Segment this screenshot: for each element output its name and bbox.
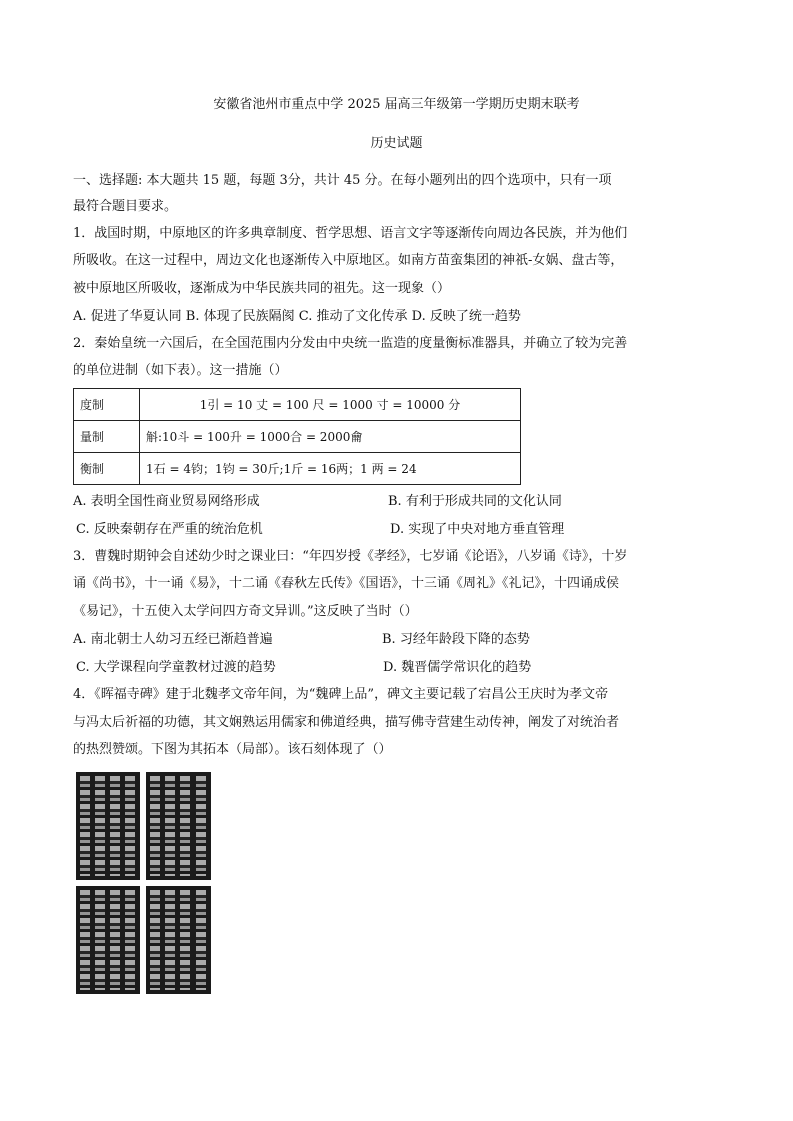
question-2-option-b: B. 有利于形成共同的文化认同 (388, 494, 562, 509)
table-cell-label: 衡制 (74, 453, 140, 485)
question-3-option-b: B. 习经年龄段下降的态势 (382, 632, 530, 647)
question-2-option-d: D. 实现了中央对地方垂直管理 (390, 522, 565, 537)
question-1-line-2: 所吸收。在这一过程中，周边文化也逐渐传入中原地区。如南方苗蛮集团的神祇-女娲、盘古等， (73, 253, 624, 268)
rubbing-panel (146, 886, 211, 994)
rubbing-panel (76, 772, 140, 880)
question-4-line-3: 的热烈赞颂。下图为其拓本（局部）。该石刻体现了（） (73, 742, 392, 757)
question-3-line-3: 《易记》，十五使入太学问四方奇文异训。”这反映了当时（） (73, 604, 418, 619)
question-1-line-3: 被中原地区所吸收，逐渐成为中华民族共同的祖先。这一现象（） (73, 281, 451, 296)
table-cell-value: 斛:10斗 = 100升 = 1000合 = 2000龠 (140, 421, 521, 453)
rubbing-panel (146, 772, 211, 880)
table-row (74, 421, 521, 453)
question-2-line-1: 2．秦始皇统一六国后，在全国范围内分发由中央统一监造的度量衡标准器具，并确立了较为完善 (73, 336, 628, 351)
question-2-option-a: A. 表明全国性商业贸易网络形成 (73, 494, 260, 509)
table-row (74, 389, 521, 421)
question-3-option-c: C. 大学课程向学童教材过渡的趋势 (76, 660, 276, 675)
question-2-line-2: 的单位进制（如下表）。这一措施（） (73, 363, 288, 378)
table-cell-label: 度制 (74, 389, 140, 421)
stele-rubbing-image (76, 772, 211, 994)
table-cell-label: 量制 (74, 421, 140, 453)
question-3-line-1: 3．曹魏时期钟会自述幼少时之课业曰：“年四岁授《孝经》，七岁诵《论语》，八岁诵《诗》，十岁 (73, 549, 628, 564)
question-4-line-2: 与冯太后祈福的功德，其文娴熟运用儒家和佛道经典，描写佛寺营建生动传神，阐发了对统治者 (73, 715, 620, 730)
section-intro-line-2: 最符合题目要求。 (73, 199, 178, 214)
question-3-line-2: 诵《尚书》，十一诵《易》，十二诵《春秋左氏传》《国语》，十三诵《周礼》《礼记》，十四诵成侯 (73, 576, 620, 591)
question-3-option-a: A. 南北朝士人幼习五经已渐趋普遍 (73, 632, 273, 647)
question-2-option-c: C. 反映秦朝存在严重的统治危机 (76, 522, 263, 537)
exam-subtitle: 历史试题 (370, 136, 423, 151)
question-4-line-1: 4．《晖福寺碑》建于北魏孝文帝年间，为“魏碑上品”，碑文主要记载了宕昌公王庆时为孝文帝 (73, 687, 609, 702)
table-cell-value: 1石 = 4钧；1钧 = 30斤;1斤 = 16两；1 两 = 24 (140, 453, 521, 485)
table-row (74, 453, 521, 485)
measurement-units-table (73, 388, 521, 485)
section-intro-line-1: 一、选择题: 本大题共 15 题，每题 3分，共计 45 分。在每小题列出的四个选项中，只有一项 (73, 173, 612, 188)
rubbing-panel (76, 886, 140, 994)
question-1-options: A. 促进了华夏认同 B. 体现了民族隔阂 C. 推动了文化传承 D. 反映了统一趋势 (73, 309, 521, 324)
question-3-option-d: D. 魏晋儒学常识化的趋势 (383, 660, 532, 675)
question-1-line-1: 1．战国时期，中原地区的许多典章制度、哲学思想、语言文字等逐渐传向周边各民族，并为他们 (73, 226, 628, 241)
exam-title: 安徽省池州市重点中学 2025 届高三年级第一学期历史期末联考 (213, 97, 580, 112)
table-cell-value: 1引 = 10 丈 = 100 尺 = 1000 寸 = 10000 分 (140, 389, 521, 421)
